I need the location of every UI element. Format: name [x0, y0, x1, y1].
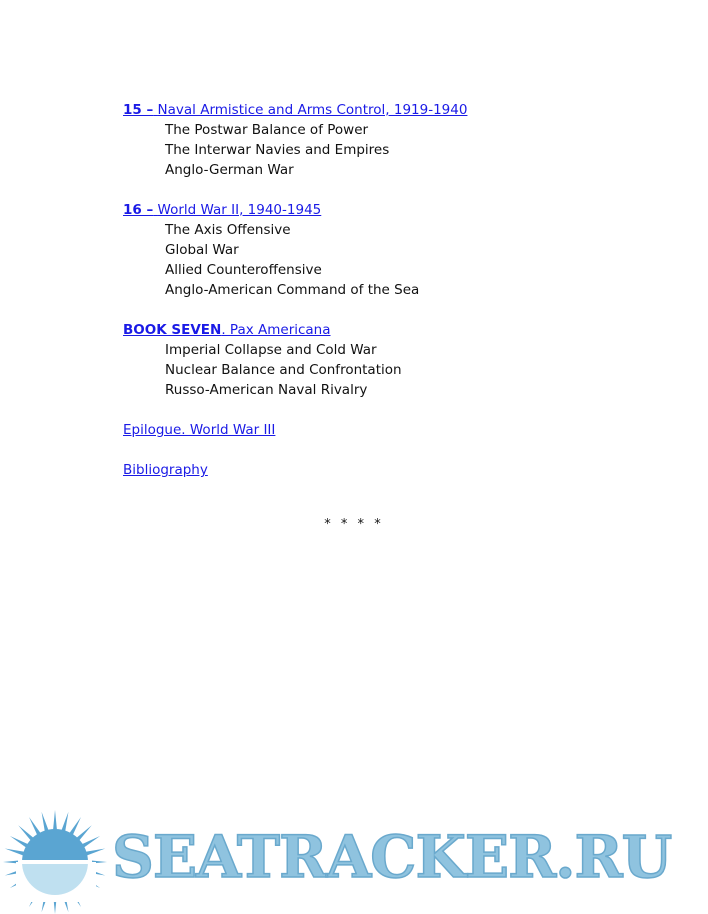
toc-subitem: Nuclear Balance and Confrontation [165, 362, 402, 378]
toc-section-15 [123, 100, 643, 180]
toc-link-bibliography[interactable]: Bibliography [123, 462, 208, 478]
toc-subitem: Anglo-American Command of the Sea [165, 282, 420, 298]
toc-section-epilogue [123, 420, 643, 440]
chapter-title: World War II, 1940-1945 [157, 202, 322, 218]
book-title: . Pax Americana [221, 322, 331, 338]
watermark-text: SEATRACKER.RU [112, 823, 672, 891]
sun-ray [53, 810, 57, 832]
toc-subitem: Imperial Collapse and Cold War [165, 342, 377, 358]
toc-link-book-seven[interactable] [123, 320, 331, 340]
book-number: BOOK SEVEN [123, 322, 222, 338]
toc-link-chapter-16[interactable] [123, 200, 321, 220]
sun-icon [3, 810, 107, 914]
toc-link-chapter-15[interactable] [123, 100, 467, 120]
toc-section-book-seven [123, 320, 643, 400]
toc-subitem: The Axis Offensive [165, 222, 291, 238]
toc-subitem: Allied Counteroffensive [165, 262, 322, 278]
chapter-title: Naval Armistice and Arms Control, 1919-1940 [157, 102, 468, 118]
toc-subitem: The Interwar Navies and Empires [165, 142, 390, 158]
toc-subitem: Anglo-German War [165, 162, 294, 178]
toc-section-16 [123, 200, 643, 300]
toc-subitem: Russo-American Naval Rivalry [165, 382, 368, 398]
toc-link-epilogue[interactable]: Epilogue. World War III [123, 422, 276, 438]
chapter-number: 15 – [123, 102, 154, 118]
table-of-contents [123, 100, 643, 500]
chapter-number: 16 – [123, 202, 154, 218]
toc-subitem: Global War [165, 242, 239, 258]
toc-subitem: The Postwar Balance of Power [165, 122, 369, 138]
toc-section-bibliography [123, 460, 643, 480]
section-separator: * * * * [324, 517, 384, 532]
